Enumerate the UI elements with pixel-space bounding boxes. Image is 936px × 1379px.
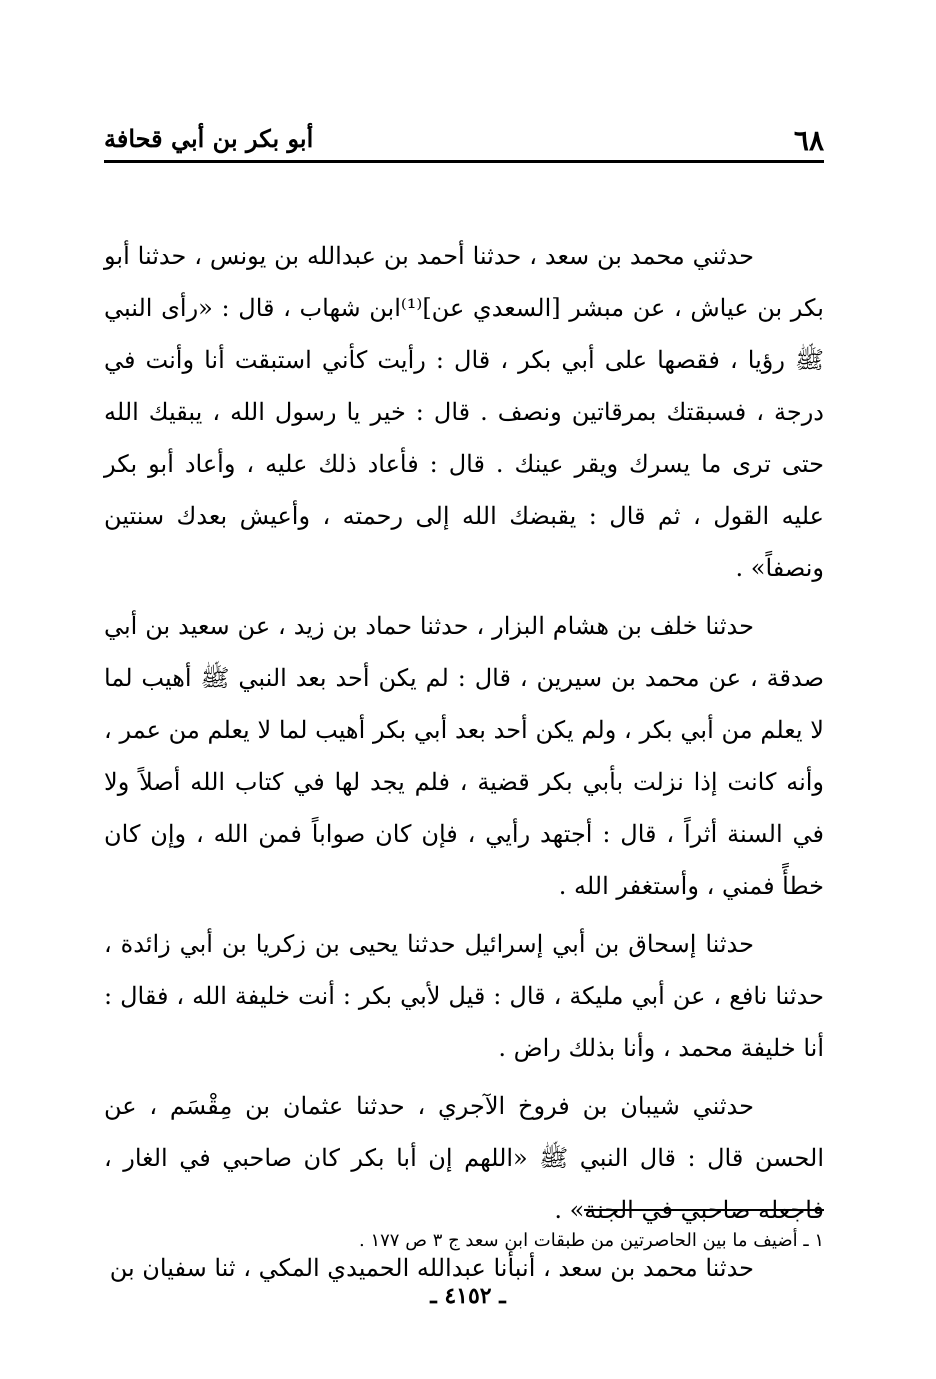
footnote: ١ ـ أضيف ما بين الحاصرتين من طبقات ابن سعد ج ٣ ص ١٧٧ .: [359, 1230, 824, 1251]
body-text: [104, 230, 824, 1300]
footnote-rule: [584, 1209, 824, 1211]
page-number: ٦٨: [793, 124, 824, 157]
paragraph: حدثنا محمد بن سعد ، أنبأنا عبدالله الحميدي المكي ، ثنا سفيان بن: [109, 1254, 754, 1282]
footer-page-number: ـ ٤١٥٢ ـ: [430, 1283, 506, 1309]
paragraph: حدثني شيبان بن فروخ الآجري ، حدثنا عثمان بن مِقْسَم ، عن الحسن قال : قال النبي ﷺ «اللهم إن أبا بكر كان صاحبي في الغار ، فاجعله صاحبي في الجنة» .: [104, 1092, 824, 1224]
page-header: [104, 114, 824, 164]
paragraph: حدثنا خلف بن هشام البزار ، حدثنا حماد بن زيد ، عن سعيد بن أبي صدقة ، عن محمد بن سيرين ، قال : لم يكن أحد بعد النبي ﷺ أهيب لما لا يعلم من أبي بكر ، ولم يكن أحد بعد أبي بكر أهيب لما لا يعلم من عمر ، وأنه كانت إذا نزلت بأبي بكر قضية ، فلم يجد لها في كتاب الله أصلاً ولا في السنة أثراً ، قال : أجتهد رأيي ، فإن كان صواباً فمن الله ، وإن كان خطأً فمني ، وأستغفر الله .: [104, 612, 824, 900]
paragraph: حدثنا إسحاق بن أبي إسرائيل حدثنا يحيى بن زكريا بن أبي زائدة ، حدثنا نافع ، عن أبي مليكة ، قال : قيل لأبي بكر : أنت خليفة الله ، فقال : أنا خليفة محمد ، وأنا بذلك راض .: [104, 930, 824, 1062]
running-title: أبو بكر بن أبي قحافة: [104, 124, 314, 153]
header-rule: [104, 160, 824, 163]
paragraph: حدثني محمد بن سعد ، حدثنا أحمد بن عبدالله بن يونس ، حدثنا أبو بكر بن عياش ، عن مبشر [السعدي عن]⁽¹⁾ابن شهاب ، قال : «رأى النبي ﷺ رؤيا ، فقصها على أبي بكر ، قال : رأيت كأني استبقت أنا وأنت في درجة ، فسبقتك بمرقاتين ونصف . قال : خير يا رسول الله ، يبقيك الله حتى ترى ما يسرك ويقر عينك . قال : فأعاد ذلك عليه ، وأعاد أبو بكر عليه القول ، ثم قال : يقبضك الله إلى رحمته ، وأعيش بعدك سنتين ونصفاً» .: [104, 242, 825, 582]
